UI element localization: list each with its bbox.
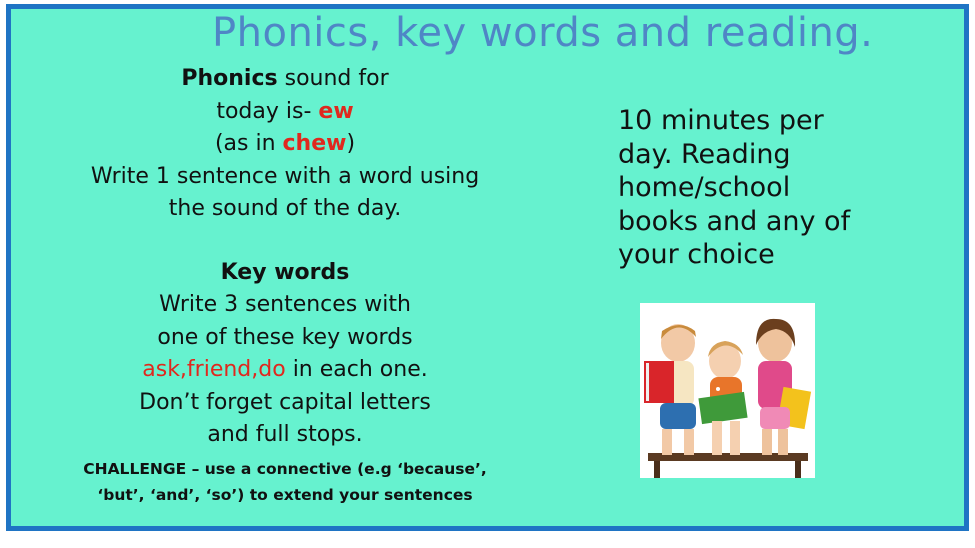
phonics-sound: ew (318, 98, 354, 124)
challenge-line-2: ‘but’, ‘and’, ‘so’) to extend your sentences (97, 485, 473, 504)
phonics-label: Phonics (181, 66, 278, 91)
slide-title: Phonics, key words and reading. (212, 10, 874, 56)
phonics-line-3: (as in chew) (214, 131, 356, 156)
key-words-line-1: Write 3 sentences with (159, 292, 411, 317)
spacer (60, 226, 510, 257)
phonics-line-2: today is- ew (216, 98, 354, 124)
key-words-line-5: and full stops. (207, 422, 363, 447)
phonics-line-4: Write 1 sentence with a word using (90, 163, 480, 189)
reading-section (618, 104, 918, 272)
key-words-line-3: ask,friend,do in each one. (142, 357, 428, 382)
key-words-line-2: one of these key words (157, 324, 413, 350)
phonics-section (60, 63, 510, 508)
reading-line-3: home/school (618, 172, 791, 203)
reading-line-4: books and any of (618, 205, 851, 237)
key-words-list: ask,friend,do (142, 357, 286, 382)
reading-line-5: your choice (618, 239, 775, 270)
phonics-example-word: chew (282, 131, 347, 156)
reading-line-2: day. Reading (618, 138, 791, 170)
children-reading-image (640, 303, 815, 478)
phonics-line-1: Phonics sound for (181, 66, 389, 91)
key-words-line-4: Don’t forget capital letters (139, 389, 431, 415)
children-reading-illustration (640, 303, 815, 478)
phonics-line-5: the sound of the day. (168, 196, 402, 221)
reading-line-1: 10 minutes per (618, 105, 824, 136)
key-words-heading: Key words (220, 259, 350, 285)
challenge-section (60, 456, 510, 508)
challenge-line-1: CHALLENGE – use a connective (e.g ‘because’, (83, 459, 487, 478)
